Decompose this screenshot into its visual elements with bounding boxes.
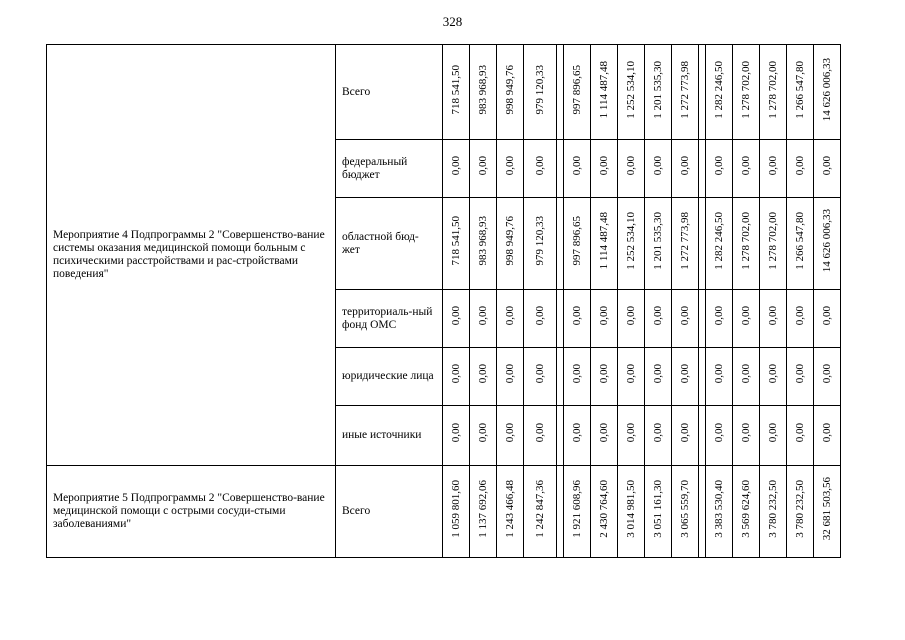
- value-cell: [443, 466, 470, 558]
- value-text: 0,00: [713, 364, 725, 384]
- value-cell: [645, 45, 672, 140]
- value-text: 0,00: [598, 423, 610, 443]
- value-cell: [787, 45, 814, 140]
- value-text: 998 949,76: [504, 216, 516, 266]
- value-cell: [706, 348, 733, 406]
- value-text: 983 968,93: [477, 216, 489, 266]
- funding-source: федеральный бюджет: [336, 140, 443, 198]
- value-text: 0,00: [821, 364, 833, 384]
- value-text: 1 282 246,50: [713, 60, 725, 119]
- value-text: 0,00: [679, 364, 691, 384]
- value-cell: [733, 140, 760, 198]
- value-cell: [618, 466, 645, 558]
- value-cell: [497, 406, 524, 466]
- value-text: 3 014 981,50: [625, 480, 637, 538]
- value-text: 983 968,93: [477, 64, 489, 115]
- value-cell: [787, 198, 814, 290]
- value-text: 1 266 547,80: [794, 60, 806, 119]
- value-cell: [591, 140, 618, 198]
- value-cell: [787, 348, 814, 406]
- value-text: 1 137 692,06: [477, 480, 489, 538]
- value-text: 718 541,50: [450, 64, 462, 115]
- column-spacer: [557, 290, 564, 348]
- column-spacer: [699, 198, 706, 290]
- value-text: 32 681 503,56: [821, 477, 833, 541]
- value-text: 1 201 535,30: [652, 60, 664, 119]
- funding-source: иные источники: [336, 406, 443, 466]
- value-cell: [497, 140, 524, 198]
- value-text: 0,00: [477, 156, 489, 176]
- value-cell: [591, 466, 618, 558]
- value-text: 0,00: [450, 364, 462, 384]
- column-spacer: [699, 290, 706, 348]
- value-text: 3 383 530,40: [713, 480, 725, 538]
- value-cell: [591, 406, 618, 466]
- value-cell: [733, 466, 760, 558]
- value-text: 14 626 006,33: [821, 57, 833, 122]
- column-spacer: [699, 348, 706, 406]
- value-cell: [591, 45, 618, 140]
- value-text: 2 430 764,60: [598, 480, 610, 538]
- value-cell: [524, 45, 557, 140]
- value-cell: [787, 290, 814, 348]
- value-cell: [618, 140, 645, 198]
- value-cell: [760, 290, 787, 348]
- value-text: 0,00: [767, 156, 779, 176]
- value-cell: [706, 406, 733, 466]
- value-cell: [672, 45, 699, 140]
- value-cell: [443, 348, 470, 406]
- value-text: 0,00: [652, 364, 664, 384]
- page-number: 328: [442, 14, 463, 29]
- value-text: 998 949,76: [504, 64, 516, 115]
- value-cell: [564, 466, 591, 558]
- value-text: 1 266 547,80: [794, 212, 806, 270]
- value-text: 0,00: [450, 423, 462, 443]
- value-cell: [618, 45, 645, 140]
- value-cell: [760, 406, 787, 466]
- value-cell: [787, 406, 814, 466]
- value-cell: [564, 140, 591, 198]
- value-text: 0,00: [450, 156, 462, 176]
- table-row: [47, 466, 841, 558]
- value-text: 0,00: [794, 156, 806, 176]
- value-text: 0,00: [534, 306, 546, 326]
- column-spacer: [699, 45, 706, 140]
- value-cell: [733, 198, 760, 290]
- value-text: 1 201 535,30: [652, 212, 664, 270]
- value-cell: [645, 406, 672, 466]
- value-text: 0,00: [821, 423, 833, 443]
- value-cell: [706, 198, 733, 290]
- event-name: Мероприятие 4 Подпрограммы 2 "Совершенство-вание системы оказания медицинской помощи больным с психическими расстройствами и рас-стройствами поведения": [47, 45, 336, 466]
- value-cell: [591, 348, 618, 406]
- funding-source: Всего: [336, 45, 443, 140]
- value-cell: [672, 140, 699, 198]
- value-cell: [733, 45, 760, 140]
- value-text: 1 282 246,50: [713, 212, 725, 270]
- value-text: 1 114 487,48: [598, 212, 610, 270]
- value-text: 0,00: [794, 306, 806, 326]
- value-cell: [706, 45, 733, 140]
- value-text: 0,00: [534, 364, 546, 384]
- value-cell: [645, 466, 672, 558]
- value-cell: [814, 348, 841, 406]
- value-cell: [733, 348, 760, 406]
- event-name: Мероприятие 5 Подпрограммы 2 "Совершенство-вание медицинской помощи с острыми сосуди-стыми заболеваниями": [47, 466, 336, 558]
- value-cell: [470, 45, 497, 140]
- value-text: 1 278 702,00: [767, 60, 779, 119]
- column-spacer: [557, 348, 564, 406]
- value-text: 0,00: [504, 423, 516, 443]
- funding-source: территориаль-ный фонд ОМС: [336, 290, 443, 348]
- column-spacer: [557, 45, 564, 140]
- value-text: 0,00: [794, 423, 806, 443]
- value-cell: [733, 290, 760, 348]
- value-text: 0,00: [767, 423, 779, 443]
- value-cell: [470, 348, 497, 406]
- value-text: 0,00: [625, 156, 637, 176]
- value-cell: [706, 466, 733, 558]
- value-cell: [443, 290, 470, 348]
- value-cell: [470, 140, 497, 198]
- value-text: 0,00: [534, 423, 546, 443]
- value-cell: [760, 348, 787, 406]
- value-text: 0,00: [571, 156, 583, 176]
- value-cell: [564, 348, 591, 406]
- value-cell: [760, 466, 787, 558]
- value-text: 0,00: [477, 364, 489, 384]
- value-text: 0,00: [450, 306, 462, 326]
- value-cell: [524, 290, 557, 348]
- value-cell: [645, 348, 672, 406]
- value-text: 0,00: [713, 306, 725, 326]
- value-text: 1 272 773,98: [679, 212, 691, 270]
- value-text: 3 065 559,70: [679, 480, 691, 538]
- value-cell: [645, 140, 672, 198]
- value-cell: [497, 198, 524, 290]
- value-text: 0,00: [652, 306, 664, 326]
- value-cell: [645, 290, 672, 348]
- value-text: 1 272 773,98: [679, 60, 691, 119]
- value-text: 1 278 702,00: [767, 212, 779, 270]
- value-text: 0,00: [598, 306, 610, 326]
- funding-source: областной бюд-жет: [336, 198, 443, 290]
- value-cell: [814, 466, 841, 558]
- value-cell: [564, 290, 591, 348]
- value-text: 1 243 466,48: [504, 480, 516, 538]
- value-text: 1 921 608,96: [571, 480, 583, 538]
- value-cell: [497, 348, 524, 406]
- value-text: 997 896,65: [571, 64, 583, 115]
- value-cell: [618, 406, 645, 466]
- value-text: 3 780 232,50: [767, 480, 779, 538]
- value-text: 1 059 801,60: [450, 480, 462, 538]
- value-text: 979 120,33: [534, 216, 546, 266]
- value-text: 0,00: [504, 364, 516, 384]
- column-spacer: [699, 406, 706, 466]
- value-cell: [470, 198, 497, 290]
- value-text: 0,00: [821, 306, 833, 326]
- value-cell: [524, 140, 557, 198]
- value-cell: [591, 290, 618, 348]
- value-cell: [470, 406, 497, 466]
- value-text: 0,00: [504, 306, 516, 326]
- value-cell: [760, 45, 787, 140]
- value-cell: [787, 466, 814, 558]
- value-text: 0,00: [767, 306, 779, 326]
- value-cell: [470, 466, 497, 558]
- value-text: 718 541,50: [450, 216, 462, 266]
- funding-source: Всего: [336, 466, 443, 558]
- value-text: 1 114 487,48: [598, 60, 610, 119]
- value-text: 0,00: [740, 364, 752, 384]
- column-spacer: [557, 466, 564, 558]
- value-text: 0,00: [625, 423, 637, 443]
- value-cell: [470, 290, 497, 348]
- value-text: 1 242 847,36: [534, 480, 546, 538]
- value-cell: [564, 198, 591, 290]
- value-text: 0,00: [821, 156, 833, 176]
- value-cell: [814, 140, 841, 198]
- value-text: 1 278 702,00: [740, 212, 752, 270]
- value-cell: [443, 140, 470, 198]
- value-cell: [760, 198, 787, 290]
- value-text: 0,00: [571, 306, 583, 326]
- value-text: 0,00: [679, 156, 691, 176]
- value-text: 997 896,65: [571, 216, 583, 266]
- column-spacer: [699, 140, 706, 198]
- value-text: 0,00: [571, 423, 583, 443]
- column-spacer: [699, 466, 706, 558]
- value-cell: [618, 290, 645, 348]
- value-text: 0,00: [571, 364, 583, 384]
- value-text: 0,00: [767, 364, 779, 384]
- value-cell: [787, 140, 814, 198]
- value-text: 0,00: [625, 364, 637, 384]
- value-cell: [706, 140, 733, 198]
- value-cell: [814, 290, 841, 348]
- value-cell: [706, 290, 733, 348]
- value-text: 1 252 534,10: [625, 212, 637, 270]
- value-text: 1 252 534,10: [625, 60, 637, 119]
- value-text: 0,00: [713, 423, 725, 443]
- value-text: 0,00: [652, 423, 664, 443]
- value-cell: [814, 45, 841, 140]
- value-cell: [564, 406, 591, 466]
- value-text: 0,00: [598, 364, 610, 384]
- value-cell: [672, 198, 699, 290]
- value-text: 14 626 006,33: [821, 209, 833, 273]
- value-text: 0,00: [477, 423, 489, 443]
- value-cell: [814, 406, 841, 466]
- value-cell: [618, 198, 645, 290]
- value-text: 0,00: [740, 423, 752, 443]
- value-cell: [672, 348, 699, 406]
- value-cell: [672, 466, 699, 558]
- value-text: 1 278 702,00: [740, 60, 752, 119]
- value-cell: [443, 406, 470, 466]
- value-cell: [591, 198, 618, 290]
- value-text: 0,00: [625, 306, 637, 326]
- value-text: 0,00: [794, 364, 806, 384]
- value-cell: [618, 348, 645, 406]
- value-text: 3 569 624,60: [740, 480, 752, 538]
- value-text: 0,00: [534, 156, 546, 176]
- value-cell: [760, 140, 787, 198]
- value-cell: [645, 198, 672, 290]
- value-text: 0,00: [598, 156, 610, 176]
- value-cell: [497, 45, 524, 140]
- value-cell: [564, 45, 591, 140]
- value-text: 0,00: [477, 306, 489, 326]
- value-text: 979 120,33: [534, 64, 546, 115]
- column-spacer: [557, 198, 564, 290]
- value-cell: [672, 406, 699, 466]
- value-text: 0,00: [679, 423, 691, 443]
- value-text: 3 780 232,50: [794, 480, 806, 538]
- value-text: 0,00: [713, 156, 725, 176]
- value-cell: [672, 290, 699, 348]
- budget-table: [46, 44, 841, 558]
- value-text: 0,00: [679, 306, 691, 326]
- column-spacer: [557, 406, 564, 466]
- value-cell: [524, 348, 557, 406]
- value-cell: [524, 198, 557, 290]
- value-text: 0,00: [504, 156, 516, 176]
- value-text: 0,00: [740, 156, 752, 176]
- value-cell: [497, 466, 524, 558]
- value-cell: [497, 290, 524, 348]
- value-cell: [443, 45, 470, 140]
- value-cell: [524, 466, 557, 558]
- value-cell: [524, 406, 557, 466]
- funding-source: юридические лица: [336, 348, 443, 406]
- value-cell: [733, 406, 760, 466]
- column-spacer: [557, 140, 564, 198]
- value-text: 0,00: [740, 306, 752, 326]
- value-cell: [443, 198, 470, 290]
- value-text: 0,00: [652, 156, 664, 176]
- table-row: [47, 45, 841, 140]
- value-text: 3 051 161,30: [652, 480, 664, 538]
- value-cell: [814, 198, 841, 290]
